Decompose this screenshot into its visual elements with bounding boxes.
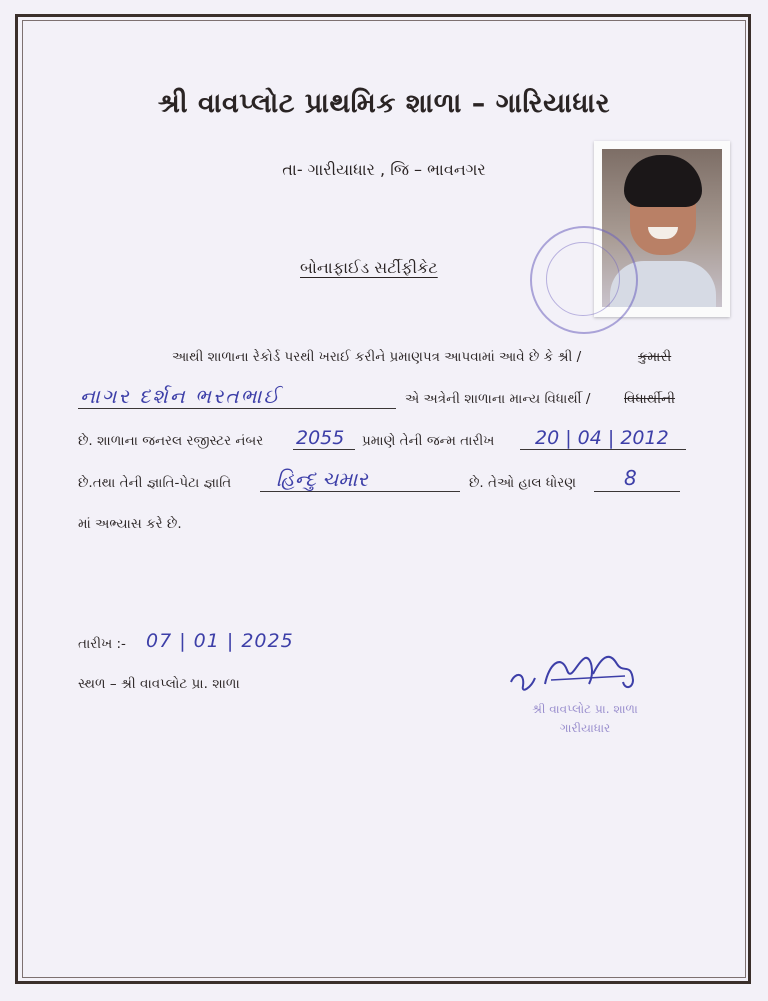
certificate-title: બોનાફાઈડ સર્ટીફીકેટ (300, 258, 438, 277)
register-number-line (293, 449, 355, 450)
date-value: 07 | 01 | 2025 (146, 630, 294, 652)
school-seal-stamp (505, 700, 665, 738)
school-name: શ્રી વાવપ્લોટ પ્રાથમિક શાળા – ગારિયાધાર (157, 88, 611, 119)
date-label: તારીખ :- (78, 636, 126, 652)
stamp-line2: ગારીયાધાર (559, 721, 611, 735)
register-number: 2055 (296, 427, 345, 449)
place-text: સ્થળ – શ્રી વાવપ્લોટ પ્રા. શાળા (78, 676, 240, 692)
birth-date: 20 | 04 | 2012 (535, 427, 669, 449)
line1-prefix: આથી શાળાના રેકોર્ડ પરથી ખરાઈ કરીને પ્રમાણપત્ર આપવામાં આવે છે કે શ્રી / (172, 349, 582, 365)
student-name-line (78, 408, 396, 409)
line1-struck-option: કુમારી (638, 349, 672, 365)
line3-prefix: છે. શાળાના જનરલ રજીસ્ટર નંબર (78, 433, 264, 449)
line5-text: માં અભ્યાસ કરે છે. (78, 516, 182, 532)
standard-line (594, 491, 680, 492)
standard-value: 8 (624, 466, 637, 490)
line3-middle: પ્રમાણે તેની જન્મ તારીખ (362, 433, 495, 449)
line4-prefix: છે.તથા તેની જ્ઞાતિ-પેટા જ્ઞાતિ (78, 475, 232, 491)
line2-text: એ અત્રેની શાળાના માન્ય વિધાર્થી / (405, 391, 591, 407)
birth-date-line (520, 449, 686, 450)
caste-line (260, 491, 460, 492)
round-school-stamp (530, 226, 638, 334)
student-name: નાગર દર્શન ભરતભાઈ (80, 384, 281, 408)
caste-value: હિન્દુ ચમાર (276, 467, 368, 491)
line2-struck-option: વિધાર્થીની (624, 391, 676, 407)
principal-signature (505, 644, 645, 700)
school-address: તા- ગારીયાધાર , જિ – ભાવનગર (282, 160, 486, 179)
stamp-line1: શ્રી વાવપ્લોટ પ્રા. શાળા (532, 702, 638, 716)
line4-middle: છે. તેઓ હાલ ધોરણ (469, 475, 577, 491)
